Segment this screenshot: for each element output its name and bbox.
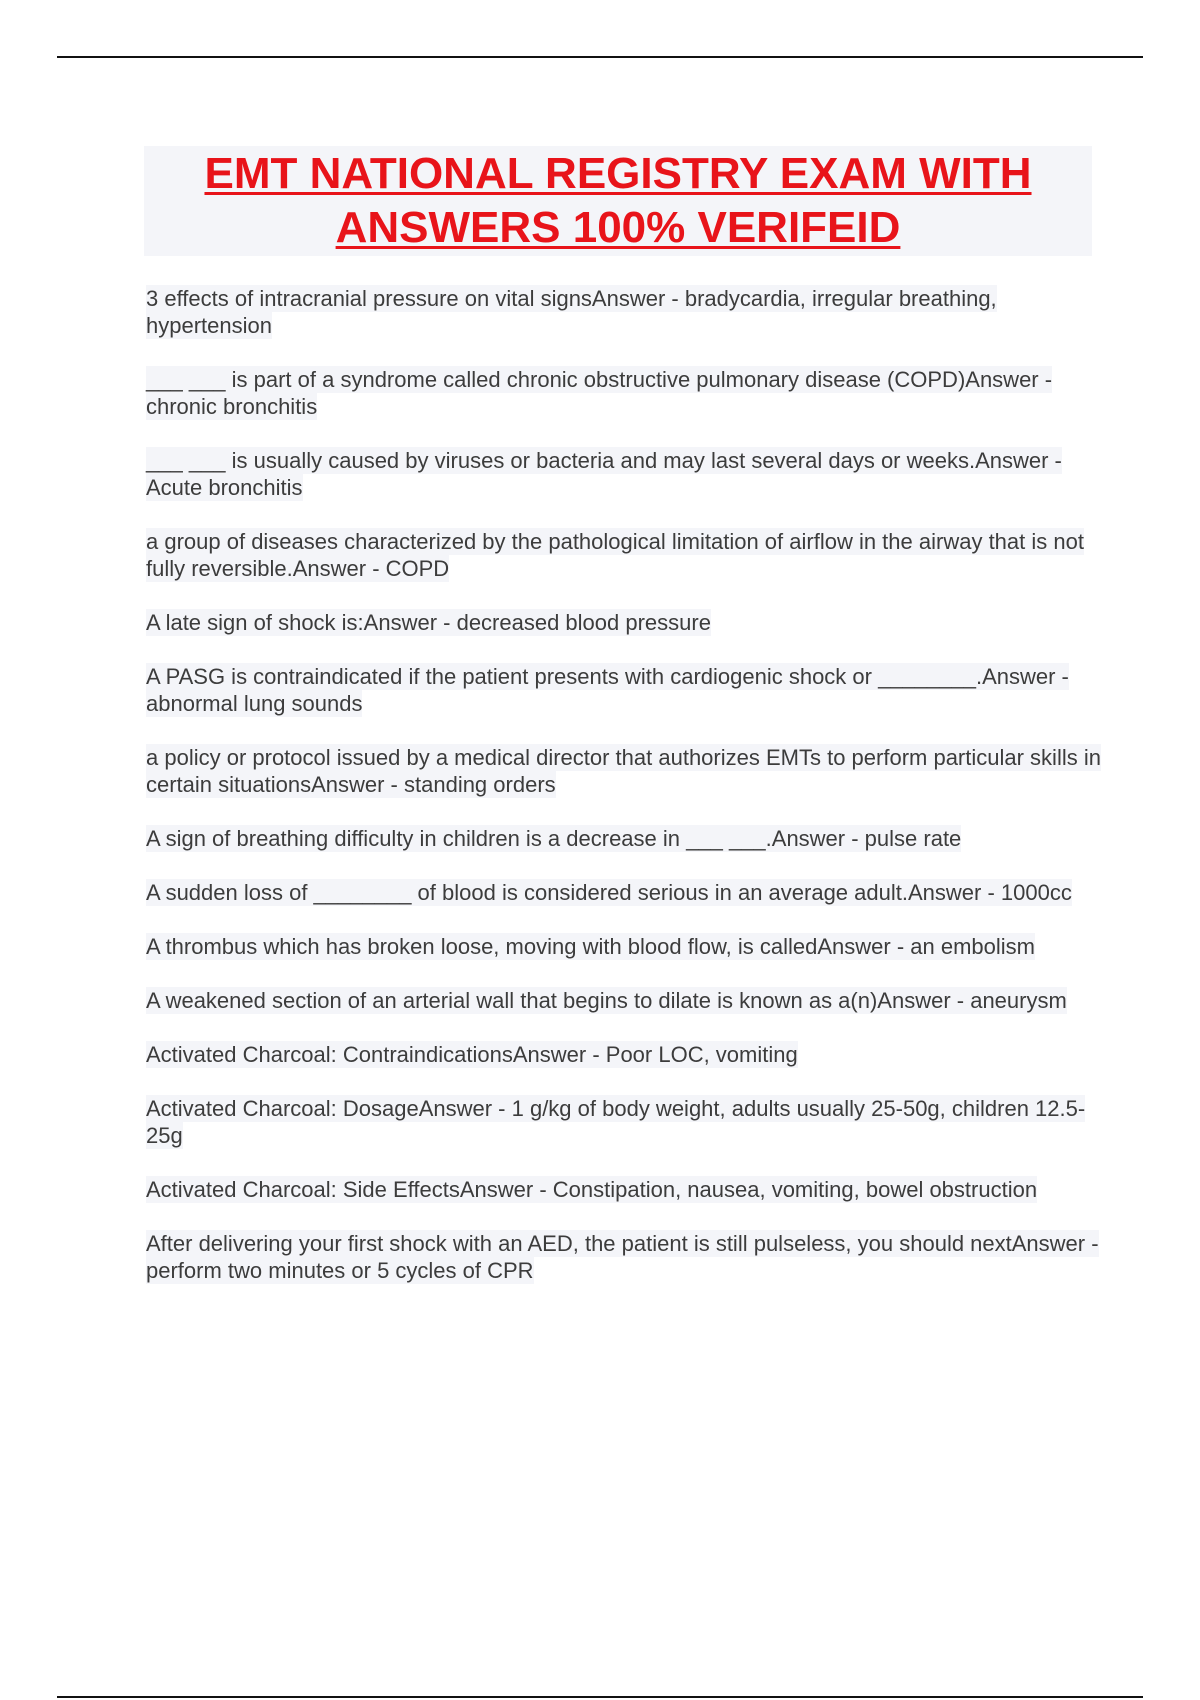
qa-item	[146, 744, 1101, 798]
qa-item	[146, 825, 1101, 852]
qa-item	[146, 285, 1101, 339]
qa-item-text: A weakened section of an arterial wall that begins to dilate is known as a(n)Answer - aneurysm	[146, 988, 1067, 1013]
qa-item-text: After delivering your first shock with an AED, the patient is still pulseless, you should nextAnswer - perform two minutes or 5 cycles of CPR	[146, 1231, 1099, 1283]
qa-item	[146, 1095, 1101, 1149]
qa-item-text: 3 effects of intracranial pressure on vital signsAnswer - bradycardia, irregular breathing, hypertension	[146, 286, 997, 338]
qa-item	[146, 1176, 1101, 1203]
qa-item-text: A thrombus which has broken loose, moving with blood flow, is calledAnswer - an embolism	[146, 934, 1035, 959]
qa-item	[146, 1230, 1101, 1284]
qa-item-text: Activated Charcoal: ContraindicationsAnswer - Poor LOC, vomiting	[146, 1042, 798, 1067]
footer-rule	[57, 1696, 1143, 1698]
qa-item-text: Activated Charcoal: DosageAnswer - 1 g/kg of body weight, adults usually 25-50g, children 12.5-25g	[146, 1096, 1086, 1148]
qa-item	[146, 528, 1101, 582]
qa-item	[146, 366, 1101, 420]
qa-item-text: ___ ___ is usually caused by viruses or bacteria and may last several days or weeks.Answer - Acute bronchitis	[146, 448, 1062, 500]
header-rule	[57, 56, 1143, 58]
qa-item-text: A sudden loss of ________ of blood is considered serious in an average adult.Answer - 1000cc	[146, 880, 1072, 905]
qa-item-text: Activated Charcoal: Side EffectsAnswer - Constipation, nausea, vomiting, bowel obstruction	[146, 1177, 1038, 1202]
qa-item-text: a policy or protocol issued by a medical director that authorizes EMTs to perform particular skills in certain situationsAnswer - standing orders	[146, 745, 1101, 797]
qa-item-text: a group of diseases characterized by the pathological limitation of airflow in the airway that is not fully reversible.Answer - COPD	[146, 529, 1084, 581]
qa-item-text: ___ ___ is part of a syndrome called chronic obstructive pulmonary disease (COPD)Answer - chronic bronchitis	[146, 367, 1053, 419]
qa-item-text: A sign of breathing difficulty in children is a decrease in ___ ___.Answer - pulse rate	[146, 826, 962, 851]
qa-item	[146, 987, 1101, 1014]
qa-item	[146, 933, 1101, 960]
document-title: EMT NATIONAL REGISTRY EXAM WITH ANSWERS 100% VERIFEID	[204, 149, 1032, 252]
qa-item	[146, 609, 1101, 636]
qa-item-text: A late sign of shock is:Answer - decreased blood pressure	[146, 610, 711, 635]
qa-item-text: A PASG is contraindicated if the patient presents with cardiogenic shock or ________.Answer - abnormal lung sounds	[146, 664, 1069, 716]
qa-list	[146, 285, 1101, 1311]
qa-item	[146, 1041, 1101, 1068]
title-block	[144, 146, 1092, 256]
qa-item	[146, 663, 1101, 717]
qa-item	[146, 879, 1101, 906]
qa-item	[146, 447, 1101, 501]
